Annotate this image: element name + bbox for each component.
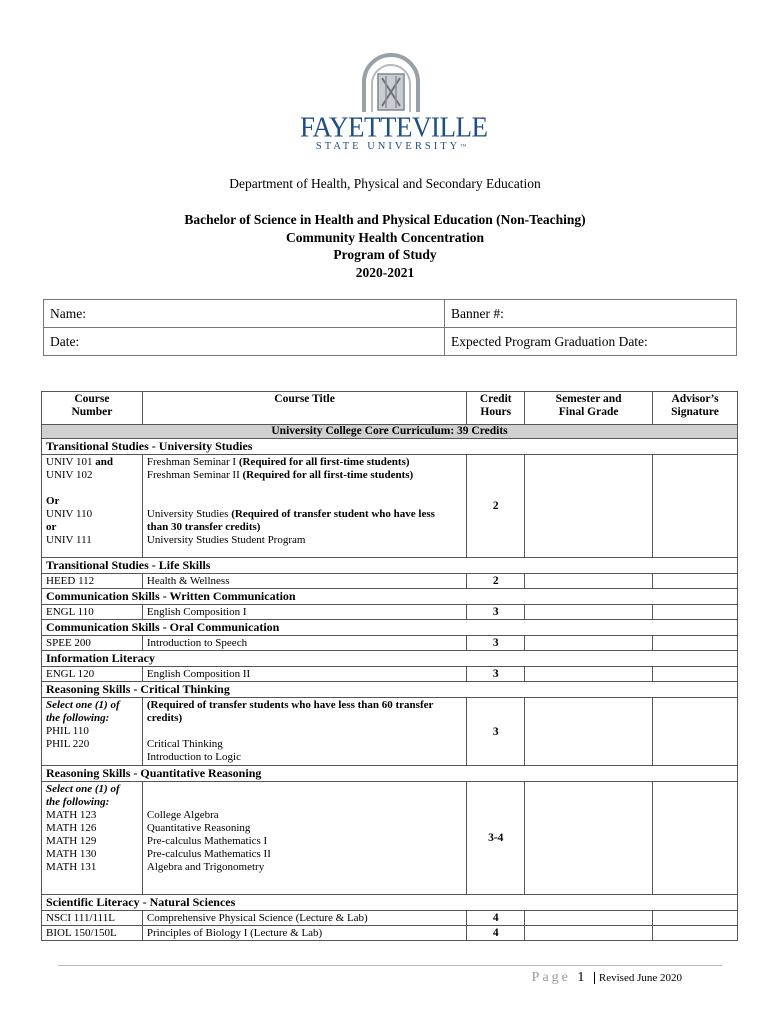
semester-grade-input[interactable] <box>525 698 653 766</box>
table-row <box>42 782 738 895</box>
course-number-cell: UNIV 101 and UNIV 102 Or UNIV 110 or UNIV 111 <box>42 455 143 558</box>
section-information-literacy: Information Literacy <box>42 651 738 667</box>
semester-grade-input[interactable] <box>525 667 653 682</box>
program-table <box>41 391 738 941</box>
section-university-studies: Transitional Studies - University Studies <box>42 439 738 455</box>
section-natural-sciences: Scientific Literacy - Natural Sciences <box>42 895 738 911</box>
logo-subtitle: STATE UNIVERSITY™ <box>315 141 467 152</box>
advisor-signature-input[interactable] <box>653 455 738 558</box>
table-header-row <box>42 392 738 425</box>
advisor-signature-input[interactable] <box>653 698 738 766</box>
course-title-cell: (Required of transfer students who have less than 60 transfer credits) Critical Thinking Introduction to Logic <box>142 698 466 766</box>
banner-field[interactable] <box>445 300 737 328</box>
department-name: Department of Health, Physical and Secondary Education <box>229 176 541 191</box>
header-advisor-signature: Advisor’s Signature <box>653 392 738 425</box>
table-row <box>42 605 738 620</box>
header-credit-hours: Credit Hours <box>467 392 525 425</box>
course-title-cell: Comprehensive Physical Science (Lecture & Lab) <box>142 911 466 926</box>
header-course-title: Course Title <box>142 392 466 425</box>
header-course-number: Course Number <box>42 392 143 425</box>
course-number-cell: SPEE 200 <box>42 636 143 651</box>
advisor-signature-input[interactable] <box>653 574 738 589</box>
advisor-signature-input[interactable] <box>653 667 738 682</box>
credit-hours-cell: 2 <box>467 574 525 589</box>
name-label: Name: <box>50 305 86 321</box>
course-number-cell: HEED 112 <box>42 574 143 589</box>
table-row <box>42 667 738 682</box>
advisor-signature-input[interactable] <box>653 782 738 895</box>
date-field[interactable] <box>44 328 445 356</box>
logo-wordmark: FAYETTEVILLE <box>300 111 488 143</box>
course-title-cell: English Composition II <box>142 667 466 682</box>
course-number-cell: BIOL 150/150L <box>42 926 143 941</box>
table-row <box>42 455 738 558</box>
header-semester-grade: Semester and Final Grade <box>525 392 653 425</box>
banner-label: Banner #: <box>451 305 504 321</box>
credit-hours-cell: 3-4 <box>467 782 525 895</box>
course-number-cell: Select one (1) of the following: PHIL 110 PHIL 220 <box>42 698 143 766</box>
credit-hours-cell: 2 <box>467 455 525 558</box>
graduation-date-field[interactable] <box>445 328 737 356</box>
program-titles <box>0 211 770 281</box>
student-info-table <box>43 299 737 356</box>
program-of-study-title: Program of Study <box>333 247 437 262</box>
table-row <box>42 926 738 941</box>
semester-grade-input[interactable] <box>525 782 653 895</box>
page-number: 1 <box>577 970 585 985</box>
academic-year: 2020-2021 <box>355 264 415 280</box>
course-number-cell: NSCI 111/111L <box>42 911 143 926</box>
concentration-title: Community Health Concentration <box>286 229 484 245</box>
advisor-signature-input[interactable] <box>653 926 738 941</box>
semester-grade-input[interactable] <box>525 574 653 589</box>
university-seal-icon <box>356 52 426 112</box>
page-word: Page <box>531 970 571 985</box>
course-title-cell: Health & Wellness <box>142 574 466 589</box>
name-field[interactable] <box>44 300 445 328</box>
page-footer <box>532 970 682 986</box>
course-title-cell: Freshman Seminar I (Required for all first-time students) Freshman Seminar II (Required for all first-time students) University Studies (Required of transfer student who have less than 30 transfer credits) University Studies Student Program <box>142 455 466 558</box>
credit-hours-cell: 3 <box>467 636 525 651</box>
course-number-cell: Select one (1) of the following: MATH 123 MATH 126 MATH 129 MATH 130 MATH 131 <box>42 782 143 895</box>
table-row <box>42 911 738 926</box>
credit-hours-cell: 3 <box>467 698 525 766</box>
course-title-cell: Introduction to Speech <box>142 636 466 651</box>
credit-hours-cell: 3 <box>467 605 525 620</box>
advisor-signature-input[interactable] <box>653 911 738 926</box>
section-oral-communication: Communication Skills - Oral Communication <box>42 620 738 636</box>
semester-grade-input[interactable] <box>525 911 653 926</box>
credit-hours-cell: 3 <box>467 667 525 682</box>
advisor-signature-input[interactable] <box>653 605 738 620</box>
degree-title: Bachelor of Science in Health and Physical Education (Non-Teaching) <box>184 212 586 227</box>
credit-hours-cell: 4 <box>467 926 525 941</box>
section-written-communication: Communication Skills - Written Communication <box>42 589 738 605</box>
section-life-skills: Transitional Studies - Life Skills <box>42 558 738 574</box>
course-number-cell: ENGL 120 <box>42 667 143 682</box>
credit-hours-cell: 4 <box>467 911 525 926</box>
date-label: Date: <box>50 333 80 349</box>
section-quantitative-reasoning: Reasoning Skills - Quantitative Reasoning <box>42 766 738 782</box>
core-curriculum-band: University College Core Curriculum: 39 Credits <box>42 425 738 439</box>
semester-grade-input[interactable] <box>525 636 653 651</box>
university-logo <box>300 52 488 162</box>
course-title-cell: College Algebra Quantitative Reasoning Pre-calculus Mathematics I Pre-calculus Mathematics II Algebra and Trigonometry <box>142 782 466 895</box>
course-title-cell: English Composition I <box>142 605 466 620</box>
table-row <box>42 698 738 766</box>
semester-grade-input[interactable] <box>525 926 653 941</box>
footer-divider <box>58 965 722 966</box>
semester-grade-input[interactable] <box>525 605 653 620</box>
graduation-date-label: Expected Program Graduation Date: <box>451 333 648 349</box>
section-critical-thinking: Reasoning Skills - Critical Thinking <box>42 682 738 698</box>
revision-date: Revised June 2020 <box>594 972 682 984</box>
advisor-signature-input[interactable] <box>653 636 738 651</box>
semester-grade-input[interactable] <box>525 455 653 558</box>
course-title-cell: Principles of Biology I (Lecture & Lab) <box>142 926 466 941</box>
table-row <box>42 574 738 589</box>
table-row <box>42 636 738 651</box>
course-number-cell: ENGL 110 <box>42 605 143 620</box>
